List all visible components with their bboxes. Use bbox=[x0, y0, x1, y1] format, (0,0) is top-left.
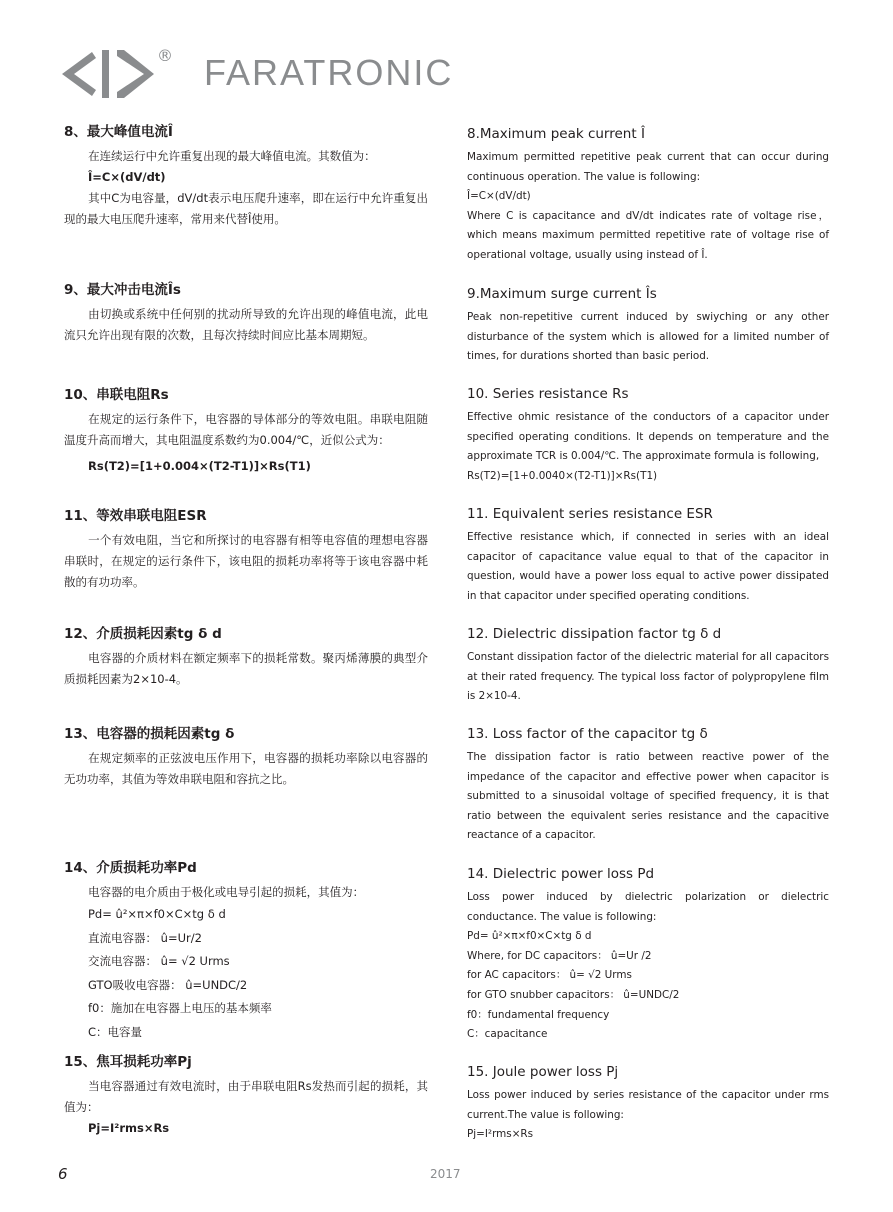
section-title: 10、串联电阻Rs bbox=[64, 387, 169, 403]
right-section-15 bbox=[467, 1062, 829, 1145]
right-section-12 bbox=[467, 624, 829, 707]
formula-line: 直流电容器： û=Ur/2 bbox=[88, 930, 202, 945]
section-title: 14. Dielectric power loss Pd bbox=[467, 866, 655, 882]
section-title: 13. Loss factor of the capacitor tg δ bbox=[467, 726, 708, 742]
right-section-9 bbox=[467, 284, 829, 367]
formula-line: for GTO snubber capacitors： û=UNDC/2 bbox=[467, 988, 680, 1001]
paragraph: 在连续运行中允许重复出现的最大峰值电流。其数值为： bbox=[88, 149, 376, 163]
formula-line: f0：施加在电容器上电压的基本频率 bbox=[88, 1001, 272, 1015]
paragraph: Effective ohmic resistance of the conductors of a capacitor under specified operating conditions. It depends on temperature and the approximate TCR is 0.004/℃. The approximate formula is following, bbox=[467, 411, 829, 463]
right-section-14 bbox=[467, 864, 829, 1045]
formula-line: for AC capacitors： û= √2 Urms bbox=[467, 969, 632, 982]
formula: Pj=I²rms×Rs bbox=[467, 1128, 534, 1141]
right-section-8 bbox=[467, 124, 829, 266]
formula-line: f0：fundamental frequency bbox=[467, 1008, 610, 1021]
formula-line: C：capacitance bbox=[467, 1028, 548, 1041]
paragraph: Effective resistance which, if connected in series with an ideal capacitor of capacitance value equal to that of the capacitor in question, would have a power loss equal to active power dissipated in that capacitor under specified operating conditions. bbox=[467, 531, 829, 602]
formula-line: Pd= û²×π×f0×C×tg δ d bbox=[88, 907, 226, 921]
paragraph: Loss power induced by series resistance of the capacitor under rms current.The value is following: bbox=[467, 1089, 829, 1121]
paragraph: Peak non-repetitive current induced by swiyching or any other disturbance of the system which is allowed for a limited number of times, for durations shorted than basic period. bbox=[467, 311, 829, 363]
right-section-13 bbox=[467, 724, 829, 846]
paragraph: 一个有效电阻，当它和所探讨的电容器有相等电容值的理想电容器串联时，在规定的运行条件下，该电阻的损耗功率将等于该电容器中耗散的有功功率。 bbox=[64, 533, 428, 589]
formula: Î=C×(dV/dt) bbox=[88, 170, 166, 184]
left-section-13 bbox=[64, 724, 428, 790]
paragraph: 电容器的介质材料在额定频率下的损耗常数。聚丙烯薄膜的典型介质损耗因素为2×10-4。 bbox=[64, 651, 428, 686]
section-title: 8、最大峰值电流Î bbox=[64, 124, 173, 140]
page-header bbox=[62, 44, 482, 104]
formula-line: GTO吸收电容器： û=UNDC/2 bbox=[88, 977, 248, 992]
right-section-10 bbox=[467, 384, 829, 486]
formula-line: C：电容量 bbox=[88, 1024, 143, 1039]
paragraph: Constant dissipation factor of the dielectric material for all capacitors at their rated frequency. The typical loss factor of polypropylene film is 2×10-4. bbox=[467, 651, 829, 703]
page-number: 6 bbox=[58, 1165, 68, 1183]
formula: Pj=I²rms×Rs bbox=[88, 1121, 170, 1135]
section-title: 12、介质损耗因素tg δ d bbox=[64, 626, 222, 642]
section-title: 12. Dielectric dissipation factor tg δ d bbox=[467, 626, 722, 642]
left-section-8 bbox=[64, 122, 428, 230]
section-title: 11. Equivalent series resistance ESR bbox=[467, 506, 713, 522]
left-section-10 bbox=[64, 385, 428, 477]
paragraph: 电容器的电介质由于极化或电导引起的损耗，其值为： bbox=[88, 885, 365, 899]
section-title: 14、介质损耗功率Pd bbox=[64, 860, 197, 876]
formula-line: Pd= û²×π×f0×C×tg δ d bbox=[467, 930, 592, 943]
section-title: 15. Joule power loss Pj bbox=[467, 1064, 619, 1080]
section-title: 11、等效串联电阻ESR bbox=[64, 508, 207, 524]
formula: Î=C×(dV/dt) bbox=[467, 190, 531, 203]
paragraph: 当电容器通过有效电流时，由于串联电阻Rs发热而引起的损耗，其值为： bbox=[64, 1079, 428, 1114]
paragraph: Maximum permitted repetitive peak current that can occur during continuous operation. The value is following: bbox=[467, 151, 829, 183]
left-section-12 bbox=[64, 624, 428, 690]
paragraph: 在规定的运行条件下，电容器的导体部分的等效电阻。串联电阻随温度升高而增大，其电阻温度系数约为0.004/℃，近似公式为： bbox=[64, 412, 428, 447]
section-title: 8.Maximum peak current Î bbox=[467, 126, 645, 142]
paragraph: The dissipation factor is ratio between reactive power of the impedance of the capacitor and effective power when capacitor is submitted to a sinusoidal voltage of specified frequency, it is that ratio between the equivalent series resistance and the capacitive reactance of a capacitor. bbox=[467, 751, 829, 842]
left-section-15 bbox=[64, 1052, 428, 1139]
section-title: 15、焦耳损耗功率Pj bbox=[64, 1054, 192, 1070]
paragraph: Where C is capacitance and dV/dt indicates rate of voltage rise，which means maximum permitted repetitive rate of voltage rise of operational voltage, usually using instead of Î. bbox=[467, 209, 829, 261]
paragraph: 在规定频率的正弦波电压作用下，电容器的损耗功率除以电容器的无功功率，其值为等效串联电阻和容抗之比。 bbox=[64, 751, 428, 786]
brand-name: FARATRONIC bbox=[204, 52, 454, 93]
left-section-11 bbox=[64, 506, 428, 593]
formula: Rs(T2)=[1+0.0040×(T2-T1)]×Rs(T1) bbox=[467, 469, 658, 482]
section-title: 10. Series resistance Rs bbox=[467, 386, 629, 402]
section-title: 13、电容器的损耗因素tg δ bbox=[64, 726, 235, 742]
registered-mark: ® bbox=[157, 46, 173, 65]
faratronic-logo-icon bbox=[62, 44, 172, 104]
paragraph: 其中C为电容量，dV/dt表示电压爬升速率，即在运行中允许重复出现的最大电压爬升速率，常用来代替Î使用。 bbox=[64, 191, 428, 226]
left-section-9 bbox=[64, 280, 428, 346]
formula-line: 交流电容器： û= √2 Urms bbox=[88, 954, 230, 968]
paragraph: 由切换或系统中任何别的扰动所导致的允许出现的峰值电流，此电流只允许出现有限的次数，且每次持续时间应比基本周期短。 bbox=[64, 307, 428, 342]
section-title: 9.Maximum surge current Îs bbox=[467, 286, 657, 302]
section-title: 9、最大冲击电流Îs bbox=[64, 282, 181, 298]
left-section-14 bbox=[64, 858, 428, 1044]
paragraph: Loss power induced by dielectric polarization or dielectric conductance. The value is following: bbox=[467, 891, 829, 923]
formula-line: Where, for DC capacitors： û=Ur /2 bbox=[467, 949, 652, 962]
formula: Rs(T2)=[1+0.004×(T2-T1)]×Rs(T1) bbox=[88, 459, 311, 473]
right-section-11 bbox=[467, 504, 829, 606]
footer-year: 2017 bbox=[430, 1167, 461, 1181]
